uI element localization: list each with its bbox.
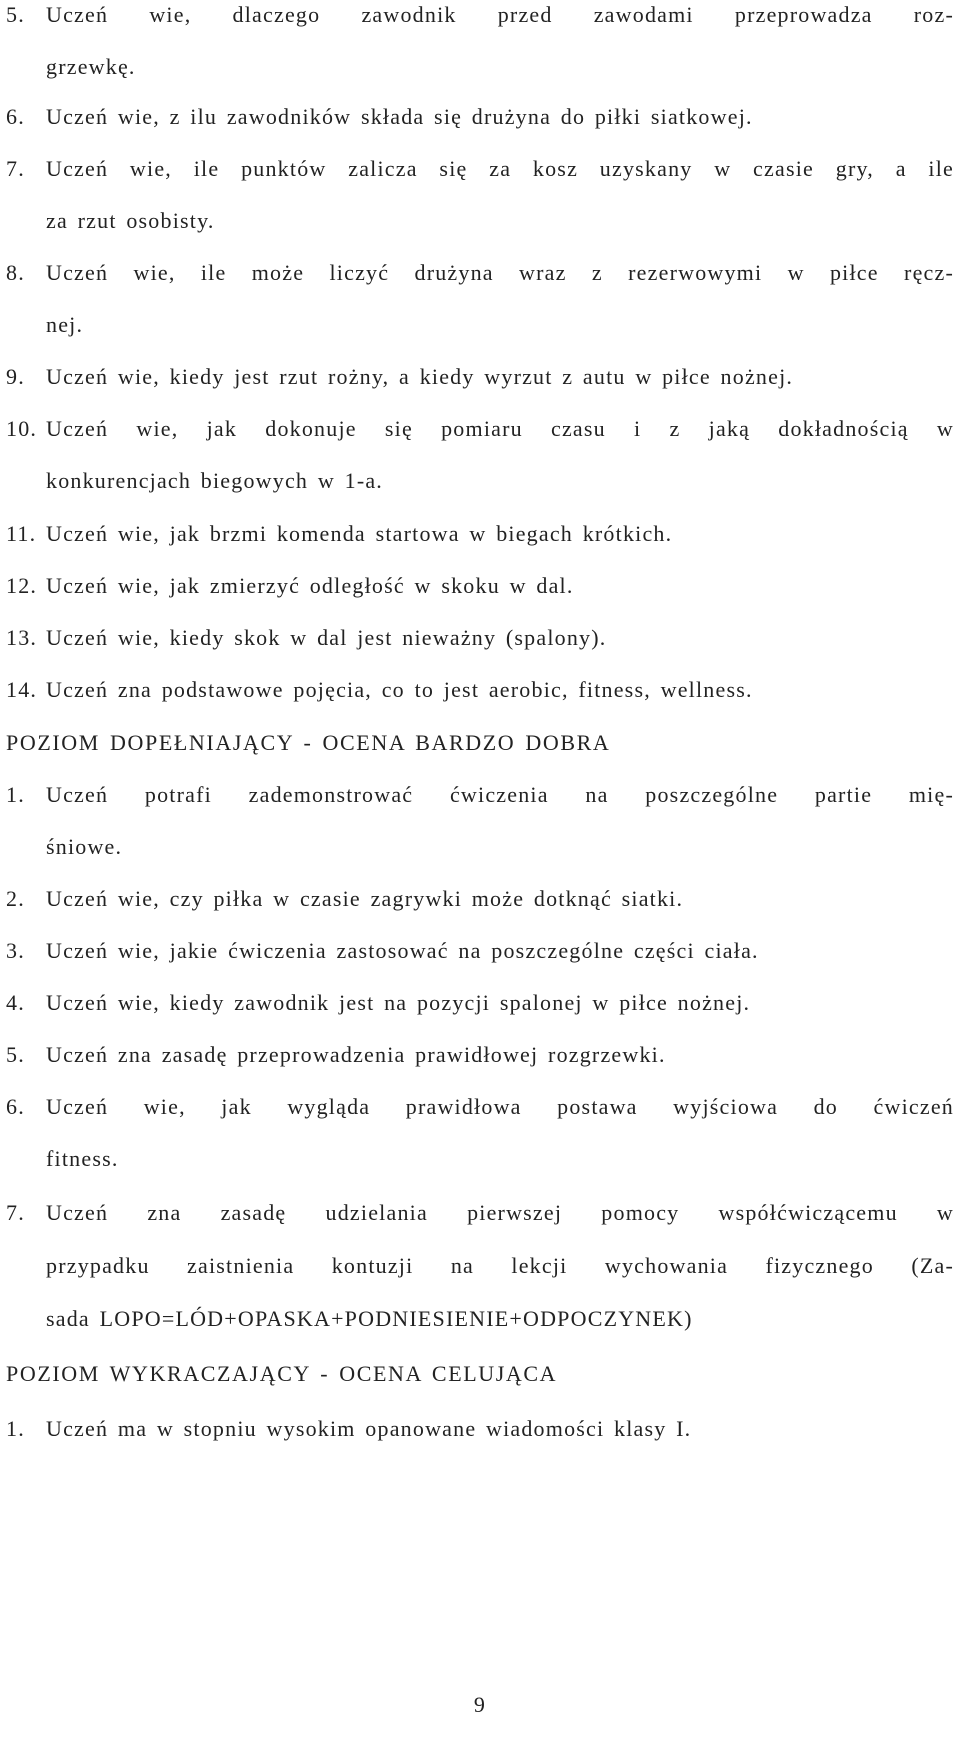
list-item-text: Uczeń wie, czy piłka w czasie zagrywki może dotknąć siatki. [46,886,684,911]
list-item-text-continued: śniowe. [46,834,123,859]
list-item-number: 4. [6,990,25,1015]
list-item-text: Uczeń potrafi zademonstrować ćwiczenia na poszczególne partie mię- [46,782,954,807]
list-item-number: 13. [6,625,38,650]
list-item-number: 1. [6,1416,25,1441]
list-item-number: 5. [6,1042,25,1067]
list-item-text: Uczeń wie, kiedy skok w dal jest nieważny (spalony). [46,625,607,650]
list-item-text: Uczeń wie, ile punktów zalicza się za kosz uzyskany w czasie gry, a ile [46,156,954,181]
list-item-text: Uczeń zna zasadę udzielania pierwszej pomocy współćwiczącemu w [46,1200,954,1225]
list-item-number: 7. [6,1200,25,1225]
list-item-text-continued: nej. [46,312,84,337]
list-item-text-continued: przypadku zaistnienia kontuzji na lekcji wychowania fizycznego (Za- [46,1253,954,1278]
list-item-text: Uczeń wie, dlaczego zawodnik przed zawodami przeprowadza roz- [46,2,954,27]
list-item-text-continued: sada LOPO=LÓD+OPASKA+PODNIESIENIE+ODPOCZYNEK) [46,1306,693,1331]
list-item-text: Uczeń zna podstawowe pojęcia, co to jest aerobic, fitness, wellness. [46,677,753,702]
list-item-text: Uczeń wie, ile może liczyć drużyna wraz z rezerwowymi w piłce ręcz- [46,260,954,285]
list-item-number: 12. [6,573,38,598]
page-number: 9 [473,1692,487,1717]
list-item-text-continued: konkurencjach biegowych w 1-a. [46,468,384,493]
list-item-number: 1. [6,782,25,807]
list-item-text: Uczeń wie, jak zmierzyć odległość w skoku w dal. [46,573,574,598]
list-item-text: Uczeń wie, z ilu zawodników składa się drużyna do piłki siatkowej. [46,104,753,129]
list-item-text: Uczeń wie, kiedy jest rzut rożny, a kiedy wyrzut z autu w piłce nożnej. [46,364,794,389]
list-item-number: 11. [6,521,37,546]
section-heading-bardzo-dobra: POZIOM DOPEŁNIAJĄCY - OCENA BARDZO DOBRA [6,730,611,755]
list-item-text: Uczeń wie, kiedy zawodnik jest na pozycji spalonej w piłce nożnej. [46,990,751,1015]
list-item-text: Uczeń wie, jakie ćwiczenia zastosować na poszczególne części ciała. [46,938,759,963]
section-heading-celujaca: POZIOM WYKRACZAJĄCY - OCENA CELUJĄCA [6,1361,558,1386]
list-item-text: Uczeń zna zasadę przeprowadzenia prawidłowej rozgrzewki. [46,1042,666,1067]
list-item-number: 2. [6,886,25,911]
list-item-number: 8. [6,260,25,285]
list-item-number: 3. [6,938,25,963]
list-item-number: 6. [6,104,25,129]
list-item-number: 9. [6,364,25,389]
list-item-number: 14. [6,677,38,702]
list-item-text-continued: za rzut osobisty. [46,208,215,233]
list-item-text: Uczeń wie, jak brzmi komenda startowa w biegach krótkich. [46,521,673,546]
list-item-number: 7. [6,156,25,181]
list-item-text: Uczeń ma w stopniu wysokim opanowane wiadomości klasy I. [46,1416,692,1441]
list-item-number: 6. [6,1094,25,1119]
list-item-text-continued: fitness. [46,1146,119,1171]
list-item-text-continued: grzewkę. [46,54,136,79]
list-item-text: Uczeń wie, jak wygląda prawidłowa postawa wyjściowa do ćwiczeń [46,1094,954,1119]
list-item-number: 5. [6,2,25,27]
list-item-number: 10. [6,416,38,441]
list-item-text: Uczeń wie, jak dokonuje się pomiaru czasu i z jaką dokładnością w [46,416,954,441]
